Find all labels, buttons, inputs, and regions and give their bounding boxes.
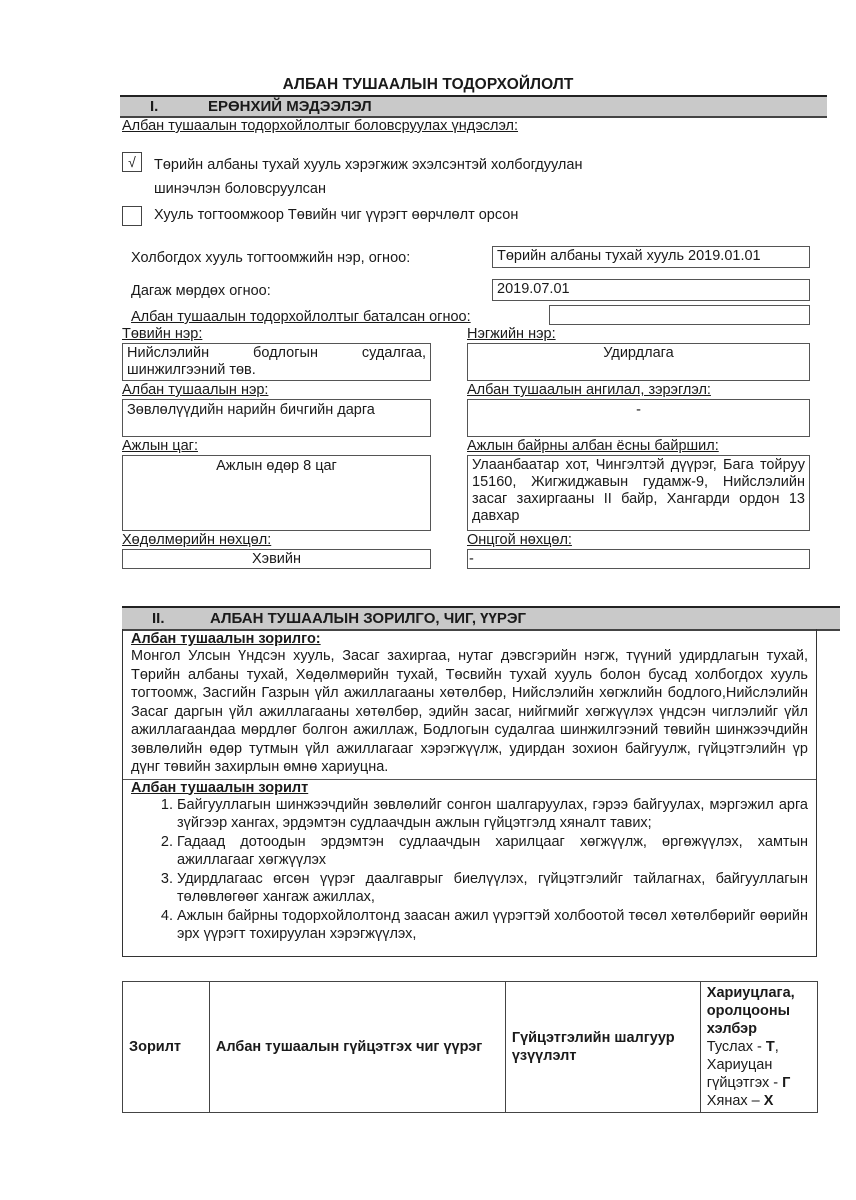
- purpose-text: Монгол Улсын Үндсэн хууль, Засаг захиргаа, нутаг дэвсгэрийн нэгж, түүний удирдлагын тухай, Төрийн албаны тухай, Хөдөлмөрийн тухай, Төсвийн тухай хууль болон бусад холбогдох хууль тогтоомж, Засгийн Газрын үйл ажиллагааны хөтөлбөр, Нийслэлийн хөгжлийн бодлого,Нийслэлийн Засаг даргын үйл ажиллагааны хөтөлбөр, эдийн засаг, нийгмийг хөгжүүлэх үндсэн чиглэлийг үйл ажиллагаандаа мөрдлөг болгон ажиллаж, Бодлогын судалгаа шинжилгээний төвийн шинжээчдийн зөвлөлийн өдөр тутмын үйл ажиллагааг хэрэгжүүлж, удирдан зохион байгуулж, гүйцэтгэлийн үр дүнг төвийн захирлын өмнө хариуцна.: [131, 648, 808, 775]
- labor-conditions-label: Хөдөлмөрийн нөхцөл:: [122, 532, 272, 548]
- section-1-header: [120, 95, 827, 118]
- monitor-code: Х: [763, 1093, 774, 1109]
- basis-option-2-checkbox[interactable]: [122, 206, 142, 226]
- special-conditions-field[interactable]: -: [467, 549, 810, 569]
- document-title: АЛБАН ТУШААЛЫН ТОДОРХОЙЛОЛТ: [282, 76, 574, 93]
- objective-item: 4. Ажлын байрны тодорхойлолтонд заасан ажил үүрэгтэй холбоотой төсөл хөтөлбөрийг өөрийн эрх үүрэгт тохируулан хэрэгжүүлэх,: [177, 907, 808, 944]
- perform-code: Г: [782, 1075, 791, 1091]
- assist-label: Туслах -: [706, 1039, 766, 1055]
- location-label: Ажлын байрны албан ёсны байршил:: [467, 438, 719, 454]
- assist-code: Т: [765, 1039, 775, 1055]
- objective-item: 1. Байгууллагын шинжээчдийн зөвлөлийг сонгон шалгаруулах, гэрээ байгуулах, мэргэжил арга зүйгээр хангах, эрдэмтэн судлаачдын ажлын гүйцэтгэлд хяналт тавих;: [177, 796, 808, 833]
- approved-date-field[interactable]: [549, 305, 810, 325]
- classification-label: Албан тушаалын ангилал, зэрэглэл:: [467, 382, 711, 398]
- position-name-label: Албан тушаалын нэр:: [122, 382, 269, 398]
- section-2-number: II.: [152, 610, 165, 627]
- objective-item: 3. Удирдлагаас өгсөн үүрэг даалгаврыг биелүүлэх, гүйцэтгэлийг тайлагнах, байгууллагын төлөвлөгөөг хангаж ажиллах,: [177, 870, 808, 907]
- purpose-label: Албан тушаалын зорилго:: [131, 631, 321, 647]
- law-name-field[interactable]: Төрийн албаны тухай хууль 2019.01.01: [492, 246, 810, 268]
- assist-suffix: ,: [774, 1039, 779, 1055]
- monitor-legend: [707, 1092, 811, 1110]
- unit-name-field[interactable]: Удирдлага: [467, 343, 810, 381]
- position-name-field[interactable]: Зөвлөлүүдийн нарийн бичгийн дарга: [122, 399, 431, 437]
- duties-table: [122, 981, 818, 1113]
- monitor-label: Хянах –: [706, 1093, 764, 1109]
- basis-option-1-checkbox[interactable]: √: [122, 152, 142, 172]
- labor-conditions-field[interactable]: Хэвийн: [122, 549, 431, 569]
- basis-option-1-label: [154, 153, 582, 201]
- effective-date-label: Дагаж мөрдөх огноо:: [131, 283, 271, 299]
- perform-legend: [707, 1056, 811, 1092]
- basis-option-1-line1: Төрийн албаны тухай хууль хэрэгжиж эхэлсэнтэй холбогдуулан: [154, 157, 583, 173]
- objective-item: 2. Гадаад дотоодын эрдэмтэн судлаачдын харилцааг хөгжүүлж, өргөжүүлэх, хамтын ажиллагааг хөгжүүлэх: [177, 833, 808, 870]
- basis-option-2-label: Хууль тогтоомжоор Төвийн чиг үүрэгт өөрчлөлт орсон: [154, 207, 519, 223]
- header-objective: Зорилт: [123, 982, 210, 1113]
- header-responsibility: [700, 982, 817, 1113]
- duties-table-header-row: [123, 982, 818, 1113]
- center-name-label: Төвийн нэр:: [122, 326, 203, 342]
- work-hours-label: Ажлын цаг:: [122, 438, 198, 454]
- objectives-list: [123, 796, 816, 944]
- header-duties: Албан тушаалын гүйцэтгэх чиг үүрэг: [209, 982, 505, 1113]
- assist-legend: [707, 1038, 811, 1056]
- responsibility-title: Хариуцлага, оролцооны хэлбэр: [706, 985, 795, 1037]
- section-2-body: [122, 629, 817, 957]
- section-1-heading: ЕРӨНХИЙ МЭДЭЭЛЭЛ: [208, 98, 372, 115]
- approved-date-label: Албан тушаалын тодорхойлолтыг баталсан огноо:: [131, 309, 471, 325]
- classification-field[interactable]: -: [467, 399, 810, 437]
- basis-label: Албан тушаалын тодорхойлолтыг боловсруулах үндэслэл:: [122, 118, 519, 134]
- basis-option-1-line2: шинэчлэн боловсруулсан: [154, 181, 326, 197]
- perform-label: Хариуцан гүйцэтгэх -: [706, 1057, 783, 1091]
- location-field[interactable]: Улаанбаатар хот, Чингэлтэй дүүрэг, Бага тойруу 15160, Жигжиджавын гудамж-9, Нийслэлийн засаг захиргааны II байр, Хангарди ордон 13 давхар: [467, 455, 810, 531]
- special-conditions-label: Онцгой нөхцөл:: [467, 532, 572, 548]
- law-name-label: Холбогдох хууль тогтоомжийн нэр, огноо:: [131, 250, 411, 266]
- center-name-field[interactable]: Нийслэлийн бодлогын судалгаа, шинжилгээний төв.: [122, 343, 431, 381]
- objectives-label: Албан тушаалын зорилт: [131, 779, 309, 796]
- effective-date-field[interactable]: 2019.07.01: [492, 279, 810, 301]
- section-1-number: I.: [150, 98, 159, 115]
- header-criteria: Гүйцэтгэлийн шалгуур үзүүлэлт: [505, 982, 700, 1113]
- section-2-header: [122, 606, 840, 631]
- section-2-heading: АЛБАН ТУШААЛЫН ЗОРИЛГО, ЧИГ, ҮҮРЭГ: [210, 610, 527, 627]
- work-hours-field[interactable]: Ажлын өдөр 8 цаг: [122, 455, 431, 531]
- unit-name-label: Нэгжийн нэр:: [467, 326, 556, 342]
